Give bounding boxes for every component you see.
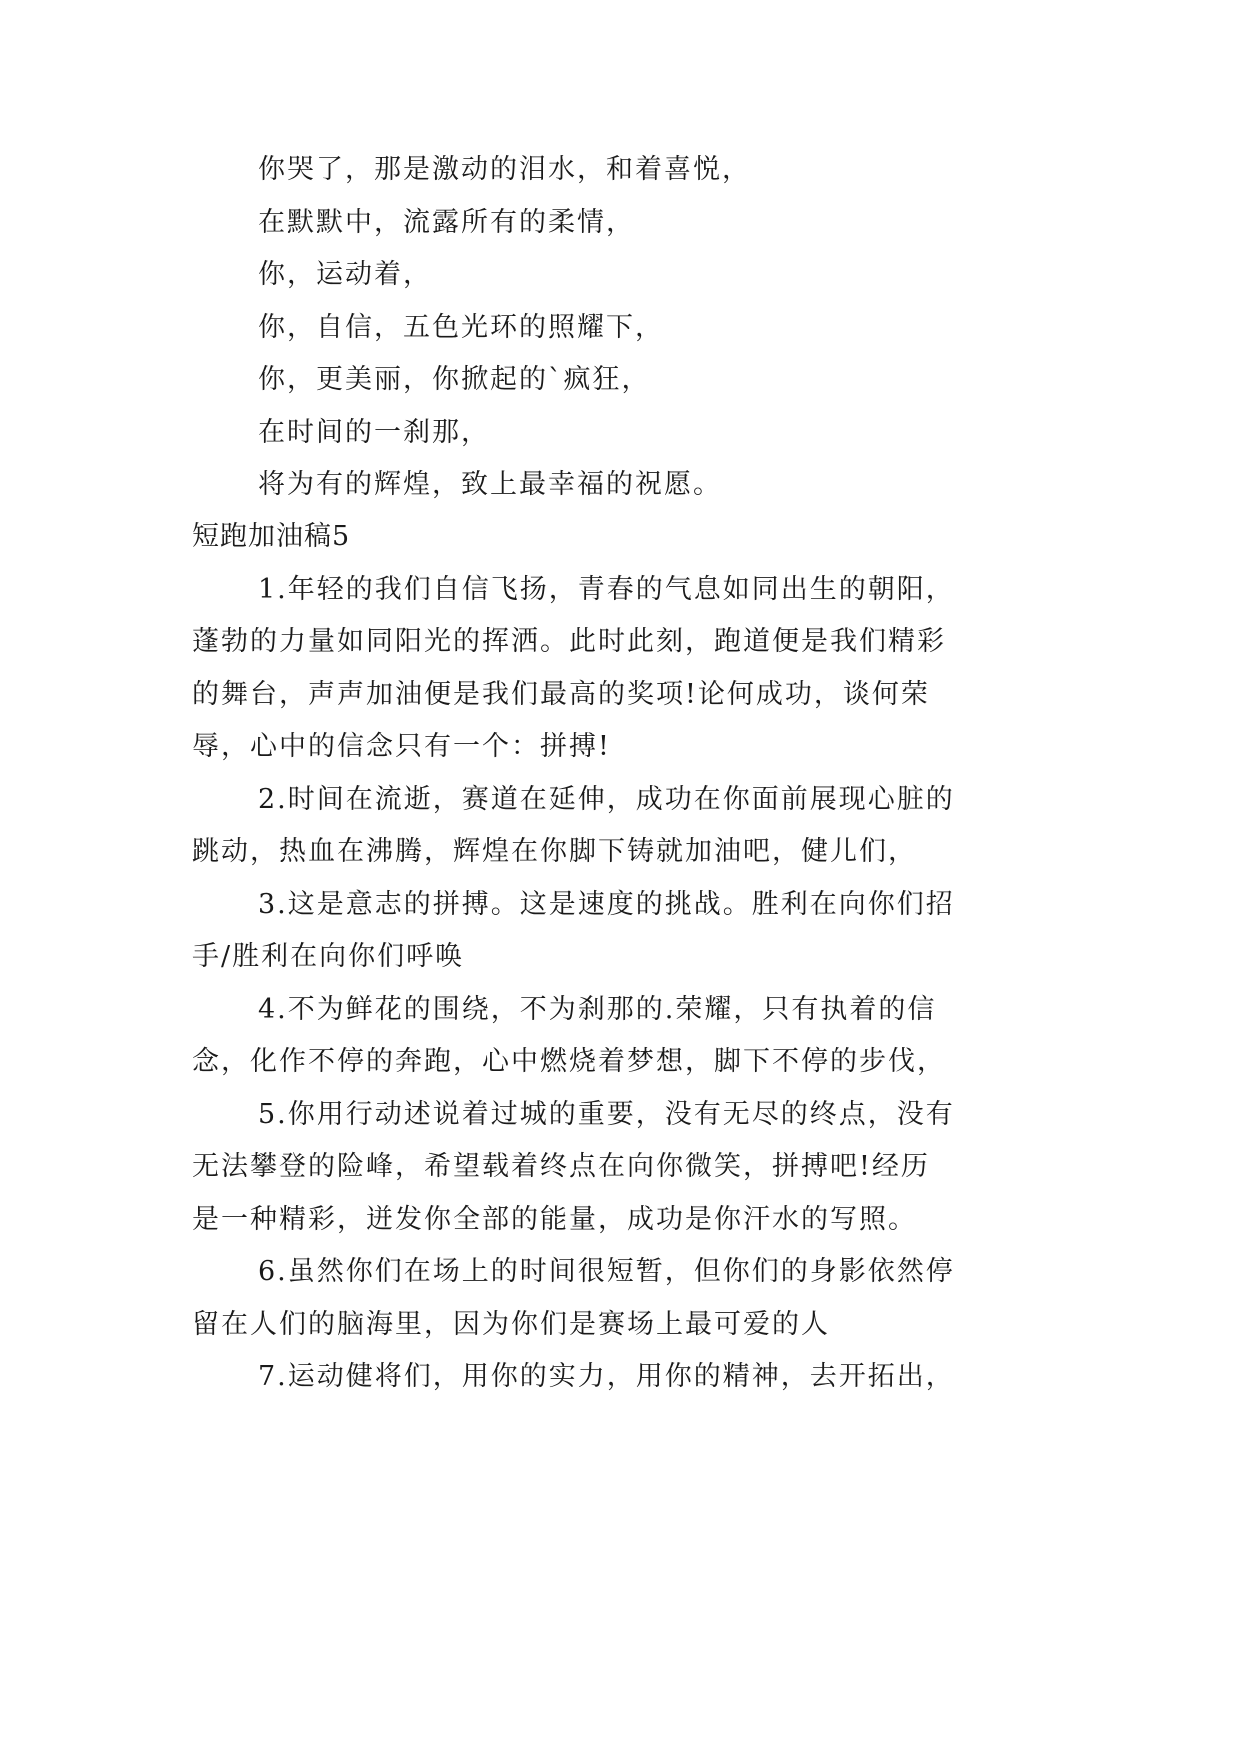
- paragraph-line: 2.时间在流逝，赛道在延伸，成功在你面前展现心脏的: [258, 784, 955, 815]
- poem-line: 将为有的辉煌，致上最幸福的祝愿。: [258, 469, 722, 500]
- poem-line: 你，自信，五色光环的照耀下，: [258, 312, 664, 343]
- paragraph-line: 6.虽然你们在场上的时间很短暂，但你们的身影依然停: [258, 1256, 955, 1287]
- paragraph-line: 5.你用行动述说着过城的重要，没有无尽的终点，没有: [258, 1099, 955, 1130]
- paragraph-line: 念，化作不停的奔跑，心中燃烧着梦想，脚下不停的步伐，: [192, 1046, 946, 1077]
- paragraph-line: 4.不为鲜花的围绕，不为刹那的.荣耀，只有执着的信: [258, 994, 937, 1025]
- paragraph-line: 3.这是意志的拼搏。这是速度的挑战。胜利在向你们招: [258, 889, 955, 920]
- paragraph-line: 7.运动健将们，用你的实力，用你的精神，去开拓出，: [258, 1361, 955, 1392]
- section-title: 短跑加油稿5: [192, 521, 351, 552]
- poem-line: 你哭了，那是激动的泪水，和着喜悦，: [258, 154, 751, 185]
- poem-line: 在默默中，流露所有的柔情，: [258, 207, 635, 238]
- paragraph-line: 无法攀登的险峰，希望载着终点在向你微笑，拼搏吧!经历: [192, 1151, 930, 1182]
- poem-line: 在时间的一刹那，: [258, 417, 490, 448]
- paragraph-line: 蓬勃的力量如同阳光的挥洒。此时此刻，跑道便是我们精彩: [192, 626, 946, 657]
- paragraph-line: 1.年轻的我们自信飞扬，青春的气息如同出生的朝阳，: [258, 574, 955, 605]
- paragraph-line: 辱，心中的信念只有一个：拼搏!: [192, 731, 611, 762]
- paragraph-line: 的舞台，声声加油便是我们最高的奖项!论何成功，谈何荣: [192, 679, 930, 710]
- paragraph-line: 跳动，热血在沸腾，辉煌在你脚下铸就加油吧，健儿们，: [192, 836, 917, 867]
- poem-line: 你，更美丽，你掀起的`疯狂，: [258, 364, 651, 395]
- paragraph-line: 留在人们的脑海里，因为你们是赛场上最可爱的人: [192, 1309, 830, 1340]
- poem-line: 你，运动着，: [258, 259, 432, 290]
- paragraph-line: 手/胜利在向你们呼唤: [192, 941, 465, 972]
- paragraph-line: 是一种精彩，迸发你全部的能量，成功是你汗水的写照。: [192, 1204, 917, 1235]
